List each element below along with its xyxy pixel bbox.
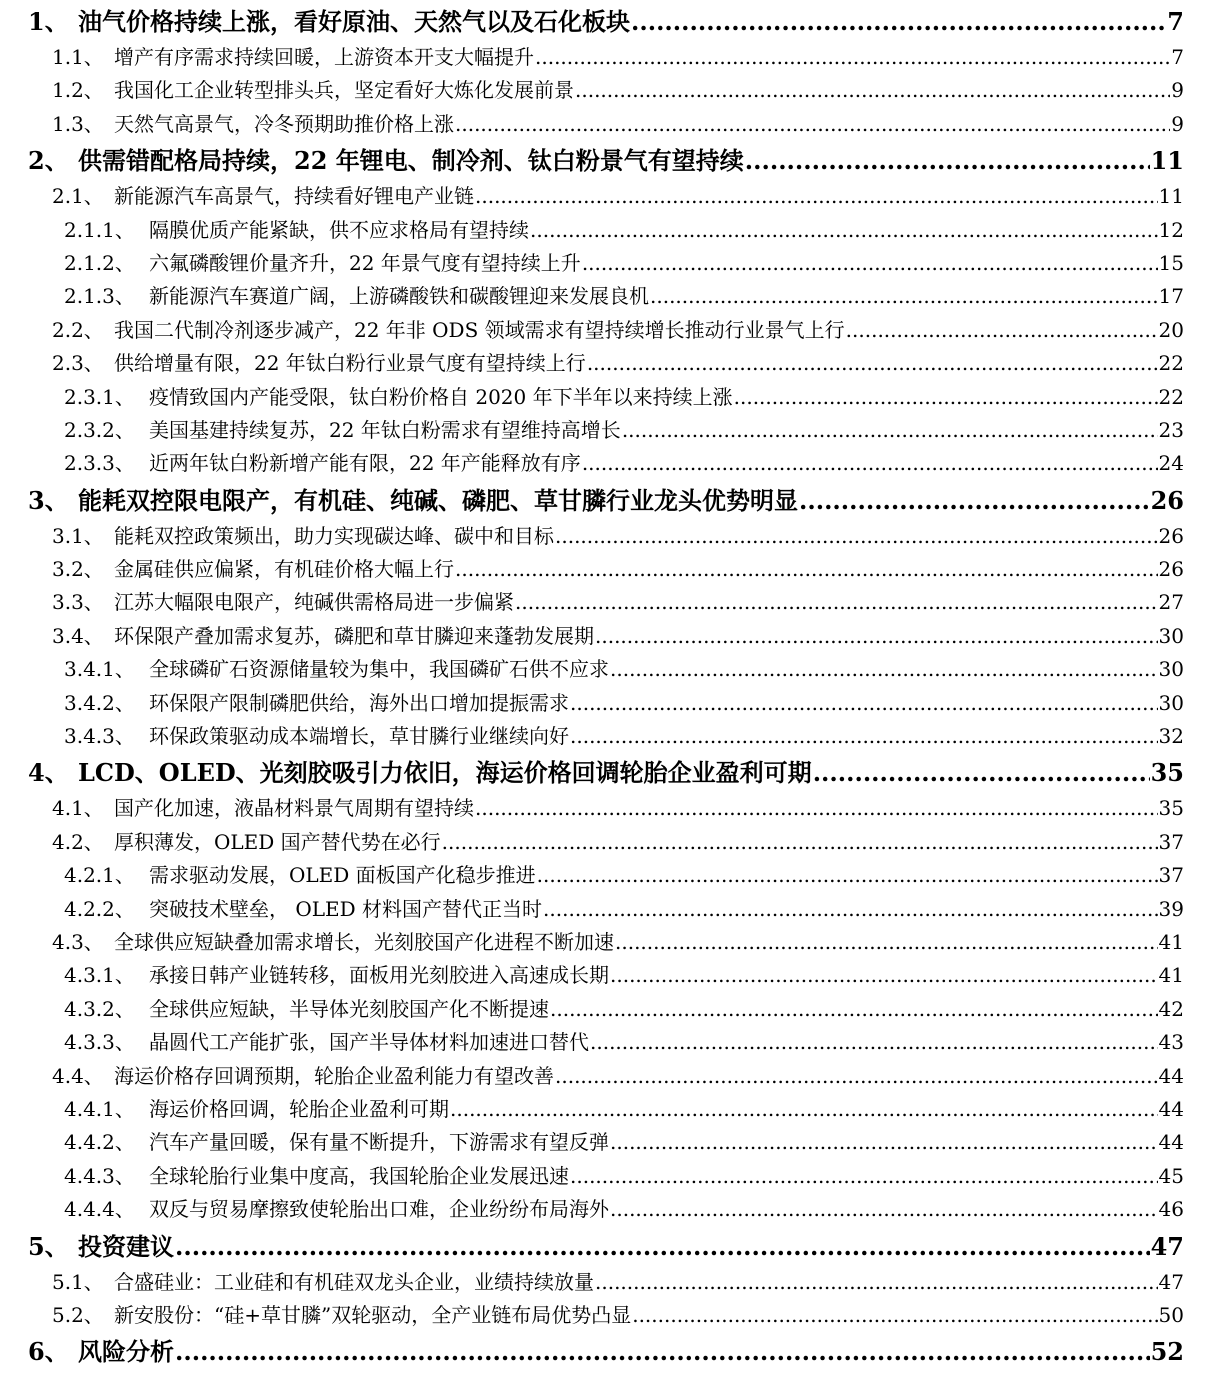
toc-entry-level-2[interactable] bbox=[0, 826, 1214, 859]
toc-entry-title: 需求驱动发展，OLED 面板国产化稳步推进 bbox=[149, 863, 536, 888]
toc-entry-number: 2.2、 bbox=[52, 317, 104, 342]
toc-entry-level-3[interactable] bbox=[0, 1160, 1214, 1193]
toc-entry-level-3[interactable] bbox=[0, 414, 1214, 447]
dot-leader bbox=[175, 1227, 1150, 1266]
toc-entry-number: 4.4、 bbox=[52, 1063, 104, 1088]
toc-entry-page-number: 12 bbox=[1158, 217, 1184, 242]
dot-leader bbox=[595, 1266, 1158, 1299]
dot-leader bbox=[610, 1193, 1158, 1226]
toc-entry-title: 供给增量有限，22 年钛白粉行业景气度有望持续上行 bbox=[114, 351, 586, 376]
dot-leader bbox=[590, 1026, 1158, 1059]
toc-entry-number: 5.1、 bbox=[52, 1269, 104, 1294]
toc-entry-page-number: 35 bbox=[1150, 758, 1184, 788]
toc-entry-level-2[interactable] bbox=[0, 1299, 1214, 1332]
toc-entry-number: 3.1、 bbox=[52, 523, 104, 548]
toc-entry-title: 投资建议 bbox=[78, 1231, 174, 1261]
toc-entry-page-number: 30 bbox=[1158, 690, 1184, 715]
dot-leader bbox=[610, 1126, 1158, 1159]
toc-entry-page-number: 43 bbox=[1158, 1030, 1184, 1055]
dot-leader bbox=[530, 214, 1158, 247]
toc-entry-number: 4.1、 bbox=[52, 796, 104, 821]
dot-leader bbox=[615, 926, 1158, 959]
toc-entry-title: 天然气高景气，冷冬预期助推价格上涨 bbox=[114, 111, 454, 136]
dot-leader bbox=[813, 753, 1150, 792]
toc-entry-level-3[interactable] bbox=[0, 687, 1214, 720]
toc-entry-level-3[interactable] bbox=[0, 381, 1214, 414]
toc-entry-number: 3.4.2、 bbox=[64, 690, 135, 715]
toc-entry-page-number: 30 bbox=[1158, 623, 1184, 648]
toc-entry-title: 环保政策驱动成本端增长，草甘膦行业继续向好 bbox=[149, 724, 569, 749]
toc-entry-level-3[interactable] bbox=[0, 280, 1214, 313]
toc-entry-title: 我国二代制冷剂逐步减产，22 年非 ODS 领域需求有望持续增长推动行业景气上行 bbox=[114, 317, 845, 342]
dot-leader bbox=[555, 520, 1158, 553]
dot-leader bbox=[575, 74, 1170, 107]
toc-entry-title: 金属硅供应偏紧，有机硅价格大幅上行 bbox=[114, 557, 454, 582]
toc-entry-number: 2.1.1、 bbox=[64, 217, 135, 242]
toc-entry-page-number: 41 bbox=[1158, 929, 1184, 954]
toc-entry-number: 3、 bbox=[28, 485, 69, 515]
dot-leader bbox=[610, 653, 1158, 686]
dot-leader bbox=[610, 959, 1158, 992]
dot-leader bbox=[632, 1299, 1157, 1332]
dot-leader bbox=[631, 2, 1166, 41]
toc-entry-level-2[interactable] bbox=[0, 586, 1214, 619]
dot-leader bbox=[450, 1093, 1158, 1126]
toc-entry-number: 5、 bbox=[28, 1231, 69, 1261]
toc-entry-title: 我国化工企业转型排头兵，坚定看好大炼化发展前景 bbox=[114, 78, 574, 103]
toc-entry-number: 2.1.2、 bbox=[64, 250, 135, 275]
toc-entry-number: 2.3.1、 bbox=[64, 384, 135, 409]
toc-entry-number: 2.3.2、 bbox=[64, 417, 135, 442]
dot-leader bbox=[550, 993, 1158, 1026]
toc-entry-title: 能耗双控限电限产，有机硅、纯碱、磷肥、草甘膦行业龙头优势明显 bbox=[78, 485, 798, 515]
dot-leader bbox=[555, 1060, 1158, 1093]
toc-entry-title: 新安股份：“硅+草甘膦”双轮驱动，全产业链布局优势凸显 bbox=[114, 1302, 632, 1327]
toc-entry-title: 供需错配格局持续，22 年锂电、制冷剂、钛白粉景气有望持续 bbox=[78, 146, 744, 176]
toc-entry-level-3[interactable] bbox=[0, 1193, 1214, 1226]
toc-entry-level-2[interactable] bbox=[0, 347, 1214, 380]
toc-entry-level-2[interactable] bbox=[0, 620, 1214, 653]
toc-entry-page-number: 44 bbox=[1158, 1130, 1184, 1155]
toc-entry-page-number: 47 bbox=[1150, 1231, 1184, 1261]
toc-entry-page-number: 7 bbox=[1167, 7, 1184, 36]
dot-leader bbox=[595, 620, 1158, 653]
dot-leader bbox=[475, 792, 1158, 825]
toc-entry-level-2[interactable] bbox=[0, 41, 1214, 74]
dot-leader bbox=[745, 141, 1150, 180]
toc-entry-level-2[interactable] bbox=[0, 74, 1214, 107]
toc-entry-number: 4.3.2、 bbox=[64, 996, 135, 1021]
toc-entry-title: 全球轮胎行业集中度高，我国轮胎企业发展迅速 bbox=[149, 1163, 569, 1188]
toc-entry-title: 晶圆代工产能扩张，国产半导体材料加速进口替代 bbox=[149, 1030, 589, 1055]
dot-leader bbox=[175, 1332, 1150, 1371]
toc-entry-number: 2.3、 bbox=[52, 351, 104, 376]
toc-entry-number: 6、 bbox=[28, 1337, 69, 1367]
toc-entry-number: 4.4.2、 bbox=[64, 1130, 135, 1155]
toc-entry-level-2[interactable] bbox=[0, 553, 1214, 586]
dot-leader bbox=[570, 1160, 1158, 1193]
toc-entry-level-3[interactable] bbox=[0, 1126, 1214, 1159]
toc-entry-level-1[interactable] bbox=[0, 753, 1214, 792]
toc-entry-page-number: 32 bbox=[1158, 724, 1184, 749]
dot-leader bbox=[570, 720, 1158, 753]
toc-entry-page-number: 45 bbox=[1158, 1163, 1184, 1188]
toc-entry-page-number: 24 bbox=[1158, 451, 1184, 476]
dot-leader bbox=[543, 893, 1158, 926]
dot-leader bbox=[799, 481, 1150, 520]
toc-entry-level-1[interactable] bbox=[0, 1227, 1214, 1266]
toc-entry-number: 3.4、 bbox=[52, 623, 104, 648]
toc-entry-number: 2、 bbox=[28, 146, 69, 176]
toc-entry-number: 1、 bbox=[28, 7, 69, 36]
toc-entry-page-number: 7 bbox=[1171, 45, 1184, 69]
dot-leader bbox=[515, 586, 1158, 619]
toc-entry-page-number: 26 bbox=[1158, 557, 1184, 582]
toc-entry-page-number: 26 bbox=[1158, 523, 1184, 548]
toc-entry-page-number: 35 bbox=[1158, 796, 1184, 821]
toc-entry-title: 全球供应短缺，半导体光刻胶国产化不断提速 bbox=[149, 996, 549, 1021]
toc-entry-number: 3.3、 bbox=[52, 590, 104, 615]
toc-entry-title: 江苏大幅限电限产，纯碱供需格局进一步偏紧 bbox=[114, 590, 514, 615]
toc-entry-title: 国产化加速，液晶材料景气周期有望持续 bbox=[114, 796, 474, 821]
toc-entry-level-1[interactable] bbox=[0, 1332, 1214, 1371]
toc-entry-number: 4.2.2、 bbox=[64, 896, 135, 921]
toc-entry-page-number: 46 bbox=[1158, 1197, 1184, 1222]
toc-entry-title: 增产有序需求持续回暖，上游资本开支大幅提升 bbox=[114, 45, 534, 69]
toc-entry-number: 2.1.3、 bbox=[64, 284, 135, 309]
toc-entry-page-number: 11 bbox=[1150, 146, 1184, 176]
toc-entry-level-2[interactable] bbox=[0, 314, 1214, 347]
toc-entry-level-2[interactable] bbox=[0, 108, 1214, 141]
toc-entry-title: 环保限产叠加需求复苏，磷肥和草甘膦迎来蓬勃发展期 bbox=[114, 623, 594, 648]
dot-leader bbox=[570, 687, 1158, 720]
toc-entry-number: 2.1、 bbox=[52, 184, 104, 209]
dot-leader bbox=[455, 108, 1170, 141]
toc-entry-page-number: 37 bbox=[1158, 863, 1184, 888]
toc-entry-number: 3.4.3、 bbox=[64, 724, 135, 749]
toc-entry-page-number: 44 bbox=[1158, 1096, 1184, 1121]
toc-entry-level-2[interactable] bbox=[0, 520, 1214, 553]
dot-leader bbox=[537, 859, 1158, 892]
toc-entry-number: 4.3.1、 bbox=[64, 963, 135, 988]
toc-entry-title: 美国基建持续复苏，22 年钛白粉需求有望维持高增长 bbox=[149, 417, 621, 442]
toc-entry-level-3[interactable] bbox=[0, 653, 1214, 686]
toc-entry-page-number: 37 bbox=[1158, 829, 1184, 854]
toc-entry-page-number: 26 bbox=[1150, 485, 1184, 515]
toc-entry-level-2[interactable] bbox=[0, 1266, 1214, 1299]
toc-entry-level-1[interactable] bbox=[0, 481, 1214, 520]
toc-entry-title: 海运价格回调，轮胎企业盈利可期 bbox=[149, 1096, 449, 1121]
toc-entry-number: 4.2、 bbox=[52, 829, 104, 854]
dot-leader bbox=[734, 381, 1158, 414]
toc-entry-title: 六氟磷酸锂价量齐升，22 年景气度有望持续上升 bbox=[149, 250, 581, 275]
toc-entry-number: 3.2、 bbox=[52, 557, 104, 582]
toc-entry-page-number: 39 bbox=[1158, 896, 1184, 921]
toc-entry-page-number: 11 bbox=[1158, 184, 1184, 209]
toc-entry-level-2[interactable] bbox=[0, 926, 1214, 959]
toc-entry-page-number: 52 bbox=[1150, 1337, 1184, 1367]
toc-entry-page-number: 22 bbox=[1158, 384, 1184, 409]
toc-entry-level-3[interactable] bbox=[0, 214, 1214, 247]
toc-entry-title: 全球供应短缺叠加需求增长，光刻胶国产化进程不断加速 bbox=[114, 929, 614, 954]
toc-entry-level-3[interactable] bbox=[0, 447, 1214, 480]
toc-entry-number: 1.1、 bbox=[52, 45, 104, 69]
toc-entry-page-number: 20 bbox=[1158, 317, 1184, 342]
toc-entry-title: 油气价格持续上涨，看好原油、天然气以及石化板块 bbox=[78, 7, 630, 36]
dot-leader bbox=[622, 414, 1158, 447]
toc-entry-title: 新能源汽车高景气，持续看好锂电产业链 bbox=[114, 184, 474, 209]
toc-entry-number: 5.2、 bbox=[52, 1302, 104, 1327]
toc-entry-number: 4.4.4、 bbox=[64, 1197, 135, 1222]
dot-leader bbox=[475, 180, 1158, 213]
toc-entry-title: 能耗双控政策频出，助力实现碳达峰、碳中和目标 bbox=[114, 523, 554, 548]
toc-entry-page-number: 27 bbox=[1158, 590, 1184, 615]
toc-entry-page-number: 30 bbox=[1158, 657, 1184, 682]
toc-entry-number: 1.2、 bbox=[52, 78, 104, 103]
dot-leader bbox=[535, 41, 1170, 74]
toc-entry-page-number: 15 bbox=[1158, 250, 1184, 275]
toc-entry-page-number: 9 bbox=[1171, 78, 1184, 103]
toc-entry-number: 3.4.1、 bbox=[64, 657, 135, 682]
toc-entry-title: LCD、OLED、光刻胶吸引力依旧，海运价格回调轮胎企业盈利可期 bbox=[78, 758, 812, 788]
toc-entry-page-number: 41 bbox=[1158, 963, 1184, 988]
toc-entry-level-2[interactable] bbox=[0, 1060, 1214, 1093]
toc-entry-level-3[interactable] bbox=[0, 247, 1214, 280]
toc-entry-level-3[interactable] bbox=[0, 959, 1214, 992]
toc-entry-title: 合盛硅业：工业硅和有机硅双龙头企业，业绩持续放量 bbox=[114, 1269, 594, 1294]
toc-entry-page-number: 42 bbox=[1158, 996, 1184, 1021]
toc-entry-title: 新能源汽车赛道广阔，上游磷酸铁和碳酸锂迎来发展良机 bbox=[149, 284, 649, 309]
toc-entry-level-3[interactable] bbox=[0, 893, 1214, 926]
toc-entry-number: 1.3、 bbox=[52, 111, 104, 136]
toc-entry-level-1[interactable] bbox=[0, 141, 1214, 180]
toc-entry-title: 隔膜优质产能紧缺，供不应求格局有望持续 bbox=[149, 217, 529, 242]
toc-entry-number: 4.2.1、 bbox=[64, 863, 135, 888]
toc-entry-number: 4、 bbox=[28, 758, 69, 788]
toc-entry-page-number: 44 bbox=[1158, 1063, 1184, 1088]
dot-leader bbox=[582, 447, 1158, 480]
dot-leader bbox=[455, 553, 1158, 586]
toc-entry-title: 全球磷矿石资源储量较为集中，我国磷矿石供不应求 bbox=[149, 657, 609, 682]
toc-entry-title: 双反与贸易摩擦致使轮胎出口难，企业纷纷布局海外 bbox=[149, 1197, 609, 1222]
toc-entry-title: 厚积薄发，OLED 国产替代势在必行 bbox=[114, 829, 441, 854]
dot-leader bbox=[442, 826, 1158, 859]
toc-entry-level-2[interactable] bbox=[0, 180, 1214, 213]
toc-entry-title: 承接日韩产业链转移，面板用光刻胶进入高速成长期 bbox=[149, 963, 609, 988]
toc-entry-page-number: 9 bbox=[1171, 111, 1184, 136]
toc-entry-title: 汽车产量回暖，保有量不断提升，下游需求有望反弹 bbox=[149, 1130, 609, 1155]
toc-entry-title: 环保限产限制磷肥供给，海外出口增加提振需求 bbox=[149, 690, 569, 715]
toc-entry-level-3[interactable] bbox=[0, 720, 1214, 753]
toc-entry-level-2[interactable] bbox=[0, 792, 1214, 825]
toc-entry-number: 4.3.3、 bbox=[64, 1030, 135, 1055]
toc-entry-level-3[interactable] bbox=[0, 859, 1214, 892]
dot-leader bbox=[846, 314, 1158, 347]
toc-entry-page-number: 47 bbox=[1158, 1269, 1184, 1294]
toc-entry-page-number: 50 bbox=[1158, 1302, 1184, 1327]
toc-entry-title: 海运价格存回调预期，轮胎企业盈利能力有望改善 bbox=[114, 1063, 554, 1088]
toc-entry-number: 4.4.3、 bbox=[64, 1163, 135, 1188]
toc-entry-level-3[interactable] bbox=[0, 993, 1214, 1026]
toc-entry-page-number: 23 bbox=[1158, 417, 1184, 442]
toc-entry-level-3[interactable] bbox=[0, 1026, 1214, 1059]
toc-entry-number: 4.3、 bbox=[52, 929, 104, 954]
dot-leader bbox=[650, 280, 1158, 313]
toc-entry-level-1[interactable] bbox=[0, 2, 1214, 41]
toc-entry-page-number: 22 bbox=[1158, 351, 1184, 376]
toc-entry-number: 4.4.1、 bbox=[64, 1096, 135, 1121]
toc-entry-number: 2.3.3、 bbox=[64, 451, 135, 476]
toc-entry-title: 疫情致国内产能受限，钛白粉价格自 2020 年下半年以来持续上涨 bbox=[149, 384, 733, 409]
toc-entry-title: 突破技术壁垒， OLED 材料国产替代正当时 bbox=[149, 896, 543, 921]
toc-entry-page-number: 17 bbox=[1158, 284, 1184, 309]
toc-entry-title: 近两年钛白粉新增产能有限，22 年产能释放有序 bbox=[149, 451, 581, 476]
toc-entry-title: 风险分析 bbox=[78, 1337, 174, 1367]
dot-leader bbox=[582, 247, 1158, 280]
toc-entry-level-3[interactable] bbox=[0, 1093, 1214, 1126]
dot-leader bbox=[587, 347, 1158, 380]
